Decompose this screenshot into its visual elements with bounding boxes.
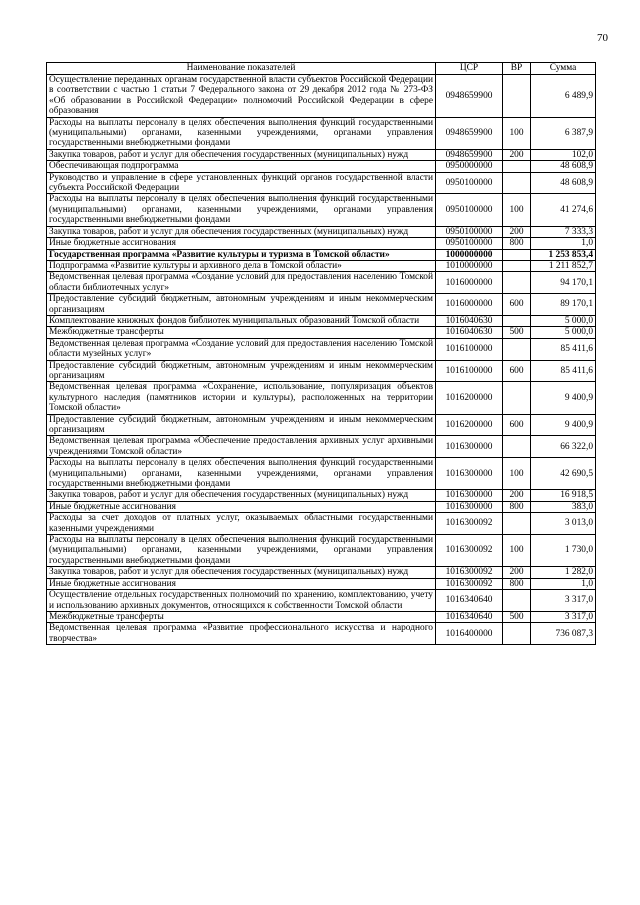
row-csr: 1016300092 bbox=[436, 535, 503, 567]
row-csr: 1016040630 bbox=[436, 327, 503, 338]
row-csr: 0950000000 bbox=[436, 161, 503, 172]
table-row bbox=[47, 490, 596, 501]
row-name: Ведомственная целевая программа «Создание условий для предоставления населению Томской области библиотечных услуг» bbox=[47, 272, 436, 294]
table-row bbox=[47, 578, 596, 589]
page-number: 70 bbox=[597, 32, 608, 44]
table-row bbox=[47, 436, 596, 458]
row-name: Государственная программа «Развитие культуры и туризма в Томской области» bbox=[47, 249, 436, 260]
row-vr bbox=[503, 590, 531, 612]
header-vr: ВР bbox=[503, 63, 531, 75]
row-name: Осуществление переданных органам государственной власти субъектов Российской Федерации в соответствии с частью 1 статьи 7 Федерального закона от 29 декабря 2012 года № 273-ФЗ «Об образовании в Российской Федерации» полномочий Российской Федерации в сфере образования bbox=[47, 75, 436, 118]
row-csr: 1016300000 bbox=[436, 458, 503, 490]
table-row bbox=[47, 327, 596, 338]
table-row bbox=[47, 161, 596, 172]
row-csr: 1016100000 bbox=[436, 360, 503, 382]
row-csr: 0948659900 bbox=[436, 117, 503, 149]
row-csr: 0950100000 bbox=[436, 238, 503, 249]
row-csr: 0950100000 bbox=[436, 226, 503, 237]
row-sum: 3 013,0 bbox=[531, 513, 596, 535]
row-name: Ведомственная целевая программа «Развитие профессионального искусства и народного творчества» bbox=[47, 623, 436, 645]
row-vr bbox=[503, 623, 531, 645]
row-name: Иные бюджетные ассигнования bbox=[47, 578, 436, 589]
row-name: Расходы на выплаты персоналу в целях обеспечения выполнения функций государственными (муниципальными) органами, казенными учреждениями, органами управления государственными внебюджетными фондами bbox=[47, 194, 436, 226]
table-row bbox=[47, 567, 596, 578]
header-csr: ЦСР bbox=[436, 63, 503, 75]
row-name: Иные бюджетные ассигнования bbox=[47, 501, 436, 512]
row-name: Межбюджетные трансферты bbox=[47, 327, 436, 338]
row-sum: 94 170,1 bbox=[531, 272, 596, 294]
row-vr bbox=[503, 315, 531, 326]
table-row bbox=[47, 272, 596, 294]
row-sum: 85 411,6 bbox=[531, 338, 596, 360]
table-row bbox=[47, 260, 596, 271]
row-csr: 0950100000 bbox=[436, 172, 503, 194]
row-vr: 200 bbox=[503, 149, 531, 160]
row-vr bbox=[503, 249, 531, 260]
row-name: Обеспечивающая подпрограмма bbox=[47, 161, 436, 172]
row-name: Осуществление отдельных государственных полномочий по хранению, комплектованию, учету и использованию архивных документов, относящихся к собственности Томской области bbox=[47, 590, 436, 612]
row-csr: 1016400000 bbox=[436, 623, 503, 645]
row-sum: 9 400,9 bbox=[531, 382, 596, 414]
row-sum: 1 730,0 bbox=[531, 535, 596, 567]
row-vr bbox=[503, 75, 531, 118]
row-csr: 1016200000 bbox=[436, 382, 503, 414]
row-name: Ведомственная целевая программа «Создание условий для предоставления населению Томской области музейных услуг» bbox=[47, 338, 436, 360]
table-row bbox=[47, 75, 596, 118]
table-row bbox=[47, 458, 596, 490]
row-csr: 1016300000 bbox=[436, 436, 503, 458]
row-csr: 1016340640 bbox=[436, 611, 503, 622]
row-name: Закупка товаров, работ и услуг для обеспечения государственных (муниципальных) нужд bbox=[47, 149, 436, 160]
row-vr: 100 bbox=[503, 458, 531, 490]
row-sum: 89 170,1 bbox=[531, 294, 596, 316]
table-row bbox=[47, 501, 596, 512]
row-sum: 48 608,9 bbox=[531, 172, 596, 194]
row-sum: 5 000,0 bbox=[531, 315, 596, 326]
row-sum: 5 000,0 bbox=[531, 327, 596, 338]
row-vr: 600 bbox=[503, 360, 531, 382]
row-name: Расходы за счет доходов от платных услуг, оказываемых областными государственными казенными учреждениями bbox=[47, 513, 436, 535]
row-sum: 1 253 853,4 bbox=[531, 249, 596, 260]
row-csr: 1010000000 bbox=[436, 260, 503, 271]
table-row bbox=[47, 315, 596, 326]
table-row bbox=[47, 294, 596, 316]
table-row bbox=[47, 611, 596, 622]
table-row bbox=[47, 172, 596, 194]
row-vr bbox=[503, 260, 531, 271]
row-sum: 6 387,9 bbox=[531, 117, 596, 149]
row-sum: 66 322,0 bbox=[531, 436, 596, 458]
row-sum: 16 918,5 bbox=[531, 490, 596, 501]
row-name: Руководство и управление в сфере установленных функций органов государственной власти субъекта Российской Федерации bbox=[47, 172, 436, 194]
row-sum: 9 400,9 bbox=[531, 414, 596, 436]
row-name: Закупка товаров, работ и услуг для обеспечения государственных (муниципальных) нужд bbox=[47, 226, 436, 237]
row-csr: 0948659900 bbox=[436, 75, 503, 118]
row-vr bbox=[503, 272, 531, 294]
row-sum: 41 274,6 bbox=[531, 194, 596, 226]
row-vr bbox=[503, 338, 531, 360]
row-vr: 200 bbox=[503, 567, 531, 578]
row-vr bbox=[503, 436, 531, 458]
table-header-row bbox=[47, 63, 596, 75]
table-row bbox=[47, 194, 596, 226]
row-sum: 1,0 bbox=[531, 238, 596, 249]
table-row bbox=[47, 117, 596, 149]
table-row bbox=[47, 382, 596, 414]
row-csr: 1016000000 bbox=[436, 272, 503, 294]
row-name: Иные бюджетные ассигнования bbox=[47, 238, 436, 249]
row-csr: 1016200000 bbox=[436, 414, 503, 436]
row-vr: 100 bbox=[503, 117, 531, 149]
row-name: Расходы на выплаты персоналу в целях обеспечения выполнения функций государственными (муниципальными) органами, казенными учреждениями, органами управления государственными внебюджетными фондами bbox=[47, 535, 436, 567]
row-csr: 1016300092 bbox=[436, 513, 503, 535]
row-sum: 7 333,3 bbox=[531, 226, 596, 237]
table-row bbox=[47, 249, 596, 260]
header-name: Наименование показателей bbox=[47, 63, 436, 75]
row-csr: 1016300092 bbox=[436, 578, 503, 589]
row-vr: 500 bbox=[503, 327, 531, 338]
table-body bbox=[47, 75, 596, 645]
row-csr: 1016340640 bbox=[436, 590, 503, 612]
table-row bbox=[47, 590, 596, 612]
row-vr: 800 bbox=[503, 501, 531, 512]
table-row bbox=[47, 149, 596, 160]
row-csr: 1016040630 bbox=[436, 315, 503, 326]
row-csr: 1016300092 bbox=[436, 567, 503, 578]
row-vr: 800 bbox=[503, 578, 531, 589]
row-sum: 1 282,0 bbox=[531, 567, 596, 578]
header-sum: Сумма bbox=[531, 63, 596, 75]
row-name: Подпрограмма «Развитие культуры и архивного дела в Томской области» bbox=[47, 260, 436, 271]
row-sum: 1 211 852,7 bbox=[531, 260, 596, 271]
row-sum: 85 411,6 bbox=[531, 360, 596, 382]
table-row bbox=[47, 226, 596, 237]
row-name: Закупка товаров, работ и услуг для обеспечения государственных (муниципальных) нужд bbox=[47, 490, 436, 501]
row-sum: 42 690,5 bbox=[531, 458, 596, 490]
row-vr: 100 bbox=[503, 194, 531, 226]
table-row bbox=[47, 535, 596, 567]
table-row bbox=[47, 513, 596, 535]
row-name: Ведомственная целевая программа «Обеспечение предоставления архивных услуг архивными учреждениями Томской области» bbox=[47, 436, 436, 458]
row-sum: 3 317,0 bbox=[531, 611, 596, 622]
row-vr: 100 bbox=[503, 535, 531, 567]
row-csr: 1016000000 bbox=[436, 294, 503, 316]
row-vr bbox=[503, 382, 531, 414]
row-vr: 800 bbox=[503, 238, 531, 249]
row-csr: 0950100000 bbox=[436, 194, 503, 226]
row-sum: 6 489,9 bbox=[531, 75, 596, 118]
row-name: Ведомственная целевая программа «Сохранение, использование, популяризация объектов культурного наследия (памятников истории и культуры), расположенных на территории Томской области» bbox=[47, 382, 436, 414]
row-name: Предоставление субсидий бюджетным, автономным учреждениям и иным некоммерческим организациям bbox=[47, 294, 436, 316]
table-row bbox=[47, 414, 596, 436]
row-vr bbox=[503, 513, 531, 535]
row-vr: 500 bbox=[503, 611, 531, 622]
row-vr: 600 bbox=[503, 294, 531, 316]
row-csr: 1000000000 bbox=[436, 249, 503, 260]
row-sum: 383,0 bbox=[531, 501, 596, 512]
table-row bbox=[47, 338, 596, 360]
row-name: Комплектование книжных фондов библиотек муниципальных образований Томской области bbox=[47, 315, 436, 326]
row-vr bbox=[503, 161, 531, 172]
row-vr: 600 bbox=[503, 414, 531, 436]
row-sum: 3 317,0 bbox=[531, 590, 596, 612]
table-row bbox=[47, 238, 596, 249]
row-csr: 1016100000 bbox=[436, 338, 503, 360]
row-csr: 1016300000 bbox=[436, 501, 503, 512]
row-name: Закупка товаров, работ и услуг для обеспечения государственных (муниципальных) нужд bbox=[47, 567, 436, 578]
table-row bbox=[47, 623, 596, 645]
row-vr bbox=[503, 172, 531, 194]
row-sum: 1,0 bbox=[531, 578, 596, 589]
row-name: Расходы на выплаты персоналу в целях обеспечения выполнения функций государственными (муниципальными) органами, казенными учреждениями, органами управления государственными внебюджетными фондами bbox=[47, 458, 436, 490]
row-vr: 200 bbox=[503, 490, 531, 501]
row-vr: 200 bbox=[503, 226, 531, 237]
row-sum: 48 608,9 bbox=[531, 161, 596, 172]
row-sum: 102,0 bbox=[531, 149, 596, 160]
budget-table bbox=[46, 62, 596, 645]
row-name: Предоставление субсидий бюджетным, автономным учреждениям и иным некоммерческим организациям bbox=[47, 414, 436, 436]
row-name: Межбюджетные трансферты bbox=[47, 611, 436, 622]
table-row bbox=[47, 360, 596, 382]
row-name: Расходы на выплаты персоналу в целях обеспечения выполнения функций государственными (муниципальными) органами, казенными учреждениями, органами управления государственными внебюджетными фондами bbox=[47, 117, 436, 149]
row-csr: 1016300000 bbox=[436, 490, 503, 501]
row-sum: 736 087,3 bbox=[531, 623, 596, 645]
row-name: Предоставление субсидий бюджетным, автономным учреждениям и иным некоммерческим организациям bbox=[47, 360, 436, 382]
row-csr: 0948659900 bbox=[436, 149, 503, 160]
